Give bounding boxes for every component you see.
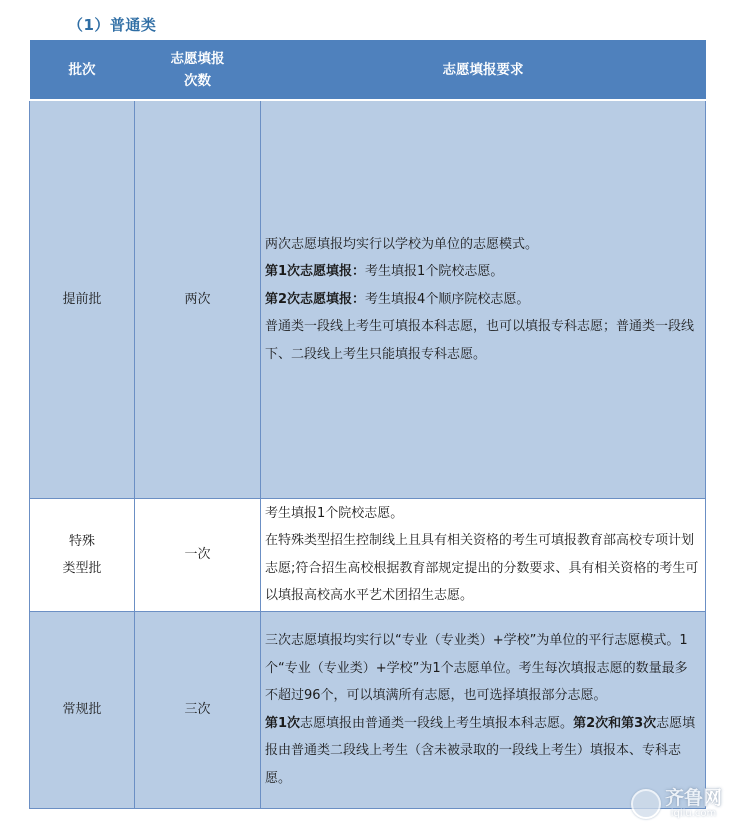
req-text: 考生填报1个院校志愿。 [365, 264, 504, 279]
count-cell: 一次 [135, 498, 261, 611]
req-text: 志愿填报由普通类一段线上考生填报本科志愿。 [300, 715, 574, 731]
req-paragraph [265, 286, 700, 314]
req-bold-label: 第1次 [265, 715, 301, 731]
batch-cell: 提前批 [30, 100, 135, 498]
req-bold-label: 第1次志愿填报： [265, 264, 366, 279]
count-cell: 三次 [135, 611, 261, 808]
batch-line: 特殊 [68, 533, 95, 549]
batch-line: 类型批 [62, 560, 102, 576]
watermark-logo-icon [631, 789, 661, 819]
header-count [135, 40, 261, 100]
volunteer-policy-table [29, 40, 706, 809]
table-row-early-batch [30, 100, 706, 498]
batch-cell [30, 498, 135, 611]
requirements-cell [261, 611, 706, 808]
header-batch: 批次 [30, 40, 135, 100]
req-paragraph [265, 710, 700, 793]
req-paragraph: 在特殊类型招生控制线上且具有相关资格的考生可填报教育部高校专项计划志愿;符合招生高校根据教育部规定提出的分数要求、具有相关资格的考生可以填报高校高水平艺术团招生志愿。 [265, 533, 699, 603]
req-bold-label: 第2次 [573, 715, 609, 731]
req-text: 和 [608, 715, 622, 731]
requirements-cell [261, 100, 706, 498]
req-text: 志愿填报由普通类二段线上考生（含未被录取的一段线上考生）填报本、专科志愿。 [265, 715, 696, 786]
requirements-cell [261, 498, 706, 611]
req-paragraph: 考生填报1个院校志愿。 [265, 505, 404, 521]
req-text: 考生填报4个顺序院校志愿。 [365, 291, 530, 307]
table-row-regular-batch [30, 611, 706, 808]
req-paragraph: 两次志愿填报均实行以学校为单位的志愿模式。 [265, 236, 539, 252]
req-paragraph: 普通类一段线上考生可填报本科志愿，也可以填报专科志愿；普通类一段线下、二段线上考生只能填报专科志愿。 [265, 319, 695, 362]
watermark [631, 788, 722, 819]
req-paragraph [265, 258, 700, 286]
header-count-line2: 次数 [184, 72, 211, 89]
section-title: （1）普通类 [68, 16, 157, 34]
watermark-text [665, 788, 722, 819]
req-bold-label: 第3次 [621, 715, 657, 731]
table-header-row [30, 40, 706, 100]
table-row-special-batch [30, 498, 706, 611]
header-count-line1: 志愿填报 [170, 50, 225, 67]
count-cell: 两次 [135, 100, 261, 498]
watermark-url: iqilu.com [670, 808, 717, 819]
batch-cell: 常规批 [30, 611, 135, 808]
watermark-name: 齐鲁网 [664, 787, 722, 809]
req-bold-label: 第2次志愿填报： [265, 291, 366, 307]
req-paragraph: 三次志愿填报均实行以“专业（专业类）+学校”为单位的平行志愿模式。1个“专业（专业类）+学校”为1个志愿单位。考生每次填报志愿的数量最多不超过96个，可以填满所有志愿，也可选择填报部分志愿。 [265, 633, 688, 703]
header-requirements: 志愿填报要求 [261, 40, 706, 100]
